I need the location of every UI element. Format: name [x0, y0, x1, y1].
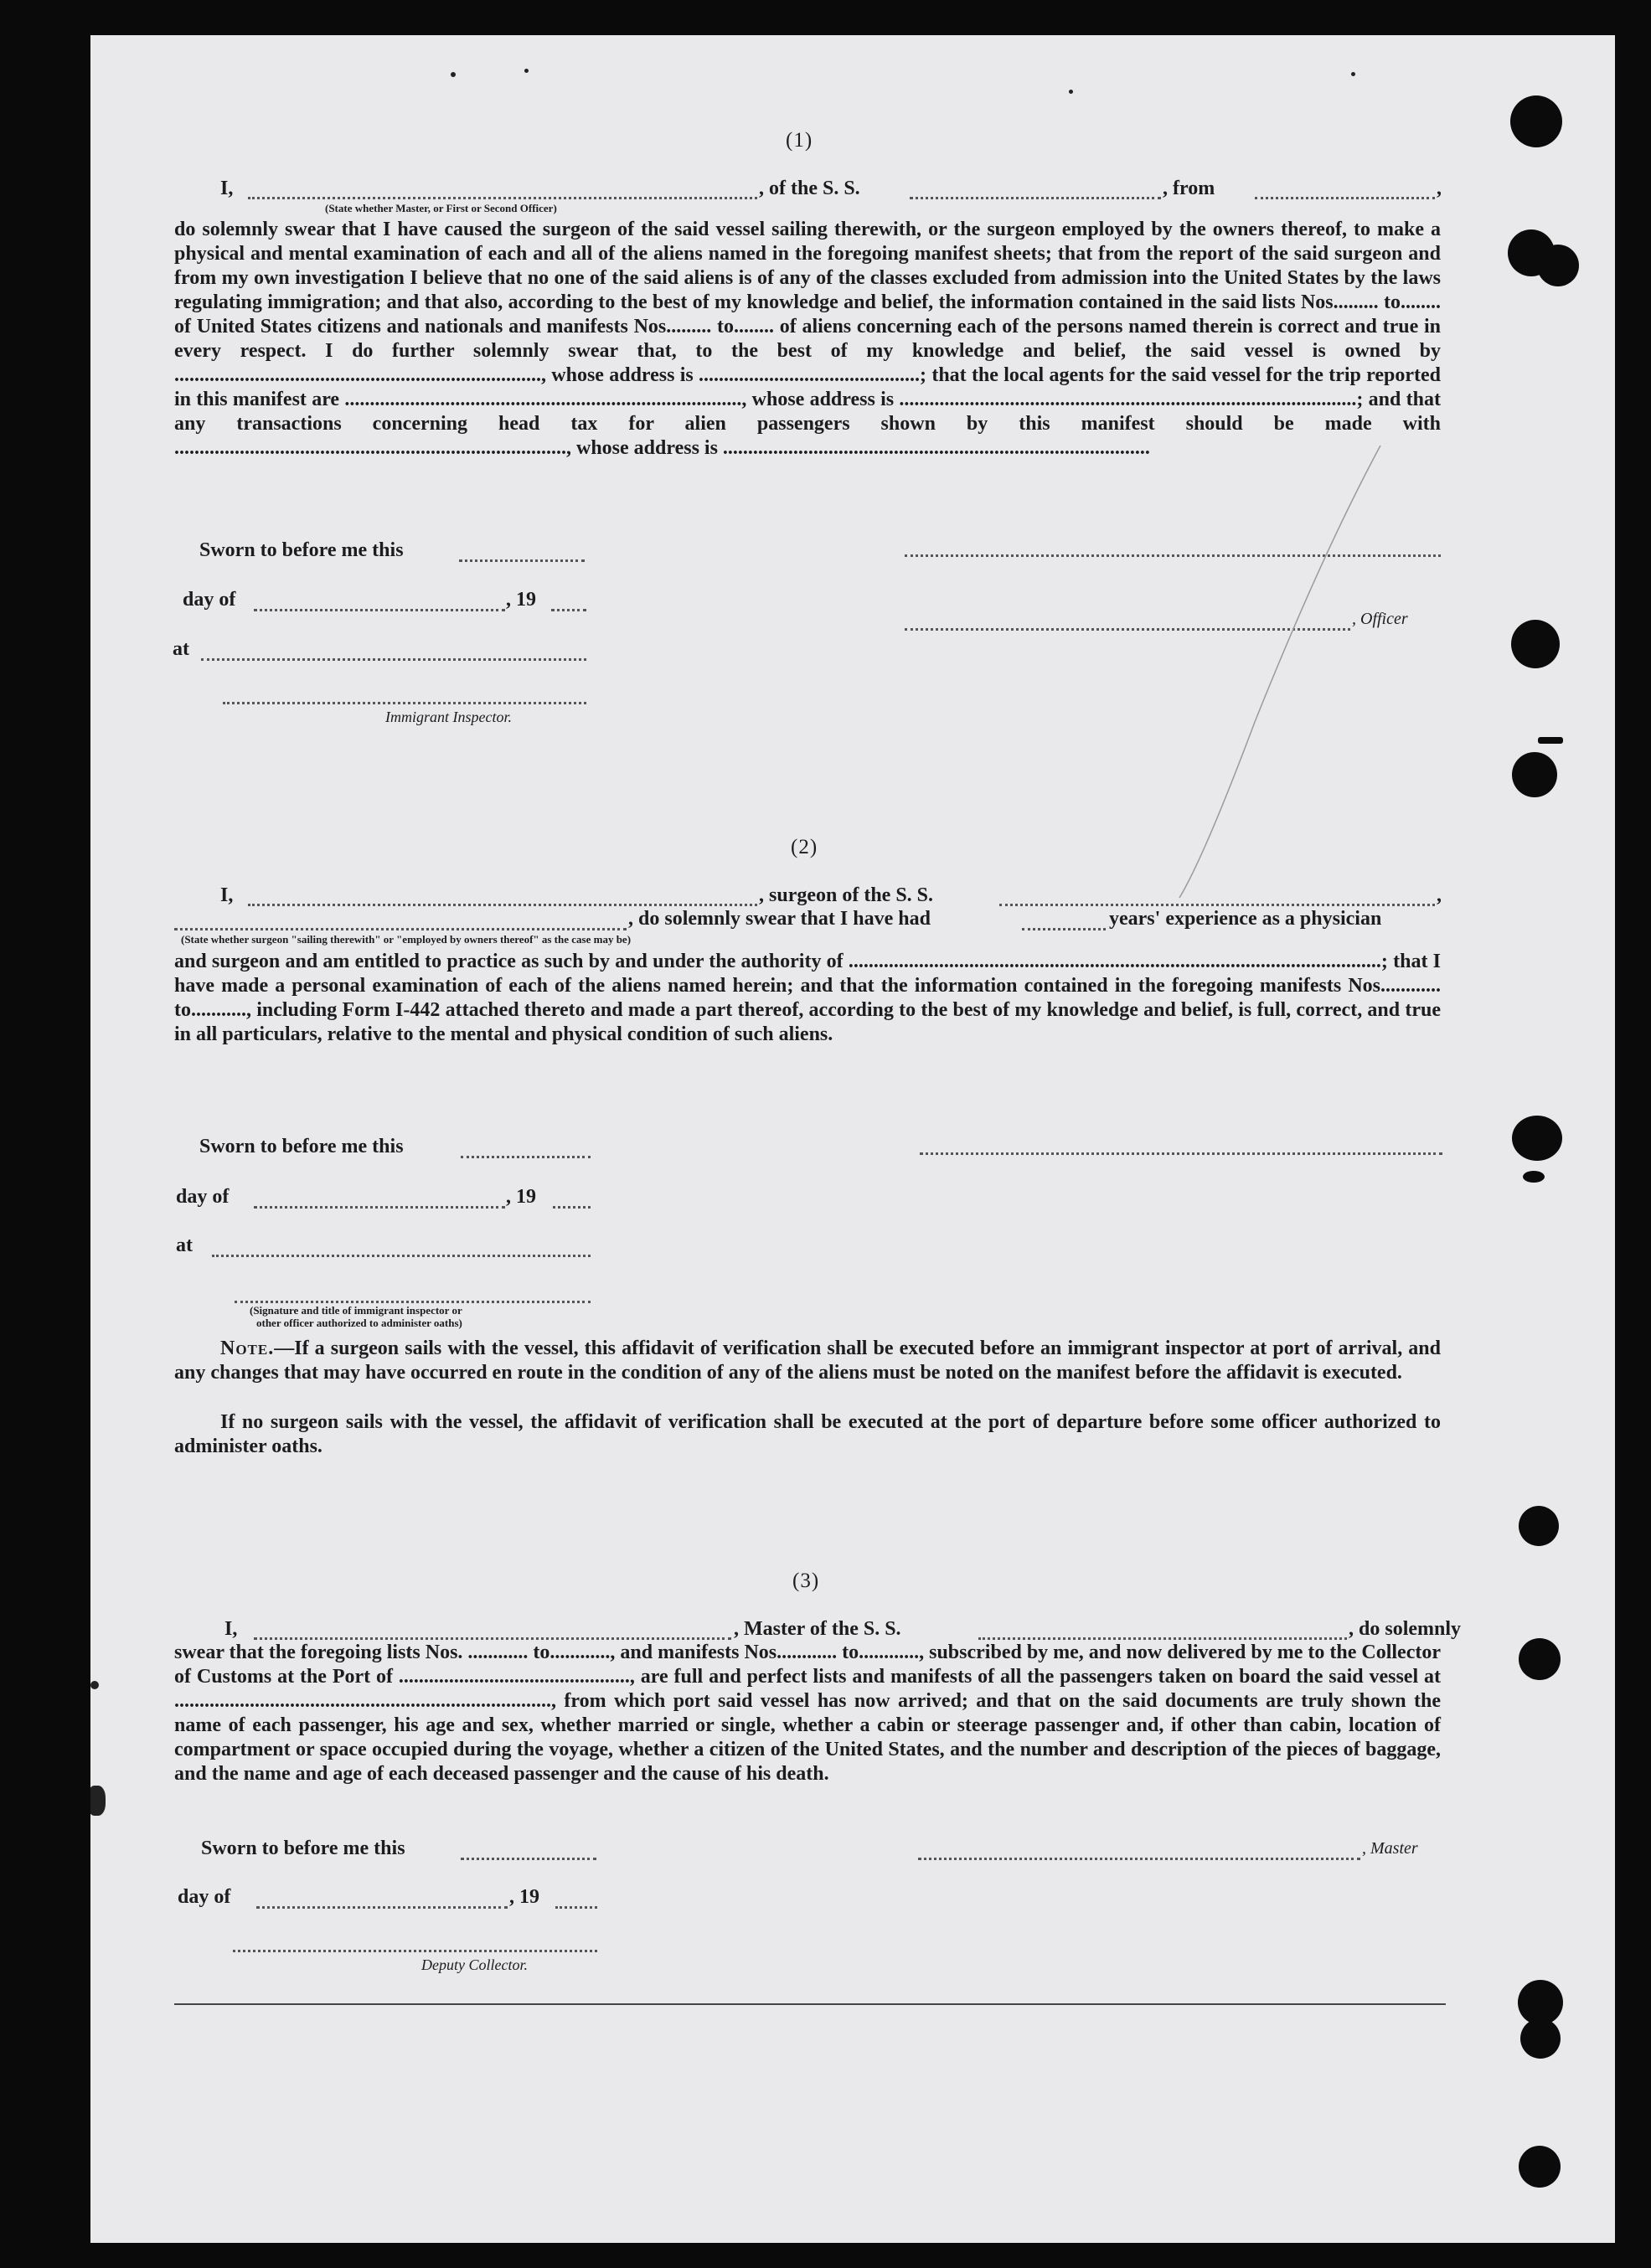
section-1-day-of-label: day of — [183, 589, 236, 611]
section-2-comma: , — [1437, 884, 1442, 906]
section-1-comma: , — [1437, 178, 1442, 199]
speck — [451, 72, 456, 77]
section-2-body: and surgeon and am entitled to practice as such by and under the authority of ..........................................................................................................; that I have made a personal examination of each of the aliens named herein; and that the information contained in the foregoing manifests Nos............ to..........., including Form I-442 attached thereto and made a part thereof, according to the best of my knowledge and belief, is full, correct, and true in all particulars, relative to the mental and physical condition of such aliens. — [174, 951, 1441, 1045]
binder-hole-tear — [1538, 737, 1563, 744]
scan-scratch — [90, 35, 1615, 2243]
speck — [90, 1681, 99, 1689]
section-1-at-label: at — [173, 638, 189, 660]
section-3-body: swear that the foregoing lists Nos. ............ to............, and manifests Nos............ to............, subscribed by me, and now delivered by me to the Collector of Customs at the Port of .............................................., are full and perfect lists and manifests of all the passengers taken on board the said vessel at ..........................................................................., from which port said vessel has now arrived; and that on the said documents are truly shown the name of each passenger, his age and sex, whether married or single, whether a cabin or steerage passenger and, if other than cabin, location of compartment or space occupied during the voyage, whether a citizen of the United States, and the number and description of the pieces of baggage, and the name and age of each deceased passenger and the cause of his death. — [174, 1642, 1441, 1785]
binder-hole — [1510, 95, 1562, 147]
section-3-i-label: I, — [224, 1618, 238, 1640]
section-2-i-label: I, — [220, 884, 234, 906]
section-1-rank-caption: (State whether Master, or First or Second Officer) — [325, 202, 557, 214]
section-1-body: do solemnly swear that I have caused the surgeon of the said vessel sailing therewith, or the surgeon employed by the owners thereof, to make a physical and mental examination of each and all of the aliens named in the foregoing manifest sheets; that from the report of the said surgeon and from my own investigation I believe that no one of the said aliens is of any of the classes excluded from admission into the United States by the laws regulating immigration; and that also, according to the best of my knowledge and belief, the information contained in the said lists Nos......... to........ of United States citizens and nationals and manifests Nos......... to........ of aliens concerning each of the persons named therein is correct and true in every respect. I do further solemnly swear that, to the best of my knowledge and belief, the said vessel is owned by ........................................................................., whose address is ............................................; that the local agents for the said vessel for the trip reported in this manifest are ..............................................................................., whose address is ...........................................................................................; and that any transactions concerning head tax for alien passengers shown by this manifest should be made with .............................................................................., whose address is ..................................................................................... — [174, 219, 1441, 459]
section-3-master-label: , Master — [1362, 1839, 1418, 1858]
binder-hole — [1520, 2018, 1561, 2059]
speck — [524, 69, 529, 73]
section-3-sworn-label: Sworn to before me this — [201, 1838, 405, 1859]
speck — [1351, 72, 1355, 76]
section-1-of-ss-label: , of the S. S. — [759, 178, 860, 199]
section-2-experience-label: years' experience as a physician — [1109, 908, 1382, 930]
binder-hole — [1519, 1506, 1559, 1546]
binder-hole — [1519, 2146, 1561, 2188]
note-paragraph-2: If no surgeon sails with the vessel, the affidavit of verification shall be executed at the port of departure before some officer authorized to administer oaths. — [174, 1411, 1441, 1457]
binder-hole — [1511, 620, 1560, 668]
note-paragraph-1: —If a surgeon sails with the vessel, this affidavit of verification shall be executed before an immigrant inspector at port of arrival, and any changes that may have occurred en route in the condition of any of the aliens must be noted on the manifest before the affidavit is executed. — [174, 1338, 1441, 1384]
section-1-year-label: , 19 — [506, 589, 536, 611]
form-sheet — [90, 35, 1615, 2243]
section-1-inspector-caption: Immigrant Inspector. — [385, 709, 512, 725]
binder-hole — [1512, 752, 1557, 797]
section-1-officer-label: , Officer — [1352, 610, 1408, 628]
section-2-at-label: at — [176, 1235, 193, 1256]
note-label: Note. — [220, 1338, 275, 1359]
section-1-from-label: , from — [1163, 178, 1215, 199]
binder-hole — [1519, 1638, 1561, 1680]
section-2-sworn-label: Sworn to before me this — [199, 1136, 404, 1157]
section-3-collector-caption: Deputy Collector. — [421, 1956, 528, 1973]
section-1-number: (1) — [786, 129, 813, 152]
section-2-surgeon-of-label: , surgeon of the S. S. — [759, 884, 934, 906]
section-3-number: (3) — [792, 1570, 820, 1592]
section-3-master-of-label: , Master of the S. S. — [734, 1618, 901, 1640]
binder-hole — [1512, 1116, 1562, 1161]
section-2-number: (2) — [791, 836, 818, 858]
section-2-signature-caption-1: (Signature and title of immigrant inspector or — [250, 1304, 462, 1317]
section-1-sworn-label: Sworn to before me this — [199, 539, 404, 561]
section-2-year-label: , 19 — [506, 1186, 536, 1208]
section-3-year-label: , 19 — [509, 1886, 539, 1908]
section-2-signature-caption-2: other officer authorized to administer oaths) — [256, 1317, 462, 1329]
speck — [1069, 90, 1073, 94]
section-1-i-label: I, — [220, 178, 234, 199]
section-3-do-solemnly-label: , do solemnly — [1349, 1618, 1462, 1640]
section-2-day-of-label: day of — [176, 1186, 230, 1208]
section-2-status-caption: (State whether surgeon "sailing therewith" or "employed by owners thereof" as the case may be) — [181, 933, 632, 946]
section-3-day-of-label: day of — [178, 1886, 231, 1908]
section-2-swear-label: , do solemnly swear that I have had — [628, 908, 931, 930]
ink-blot — [90, 1786, 106, 1816]
binder-hole — [1537, 245, 1579, 286]
binder-hole-tear — [1523, 1171, 1545, 1183]
